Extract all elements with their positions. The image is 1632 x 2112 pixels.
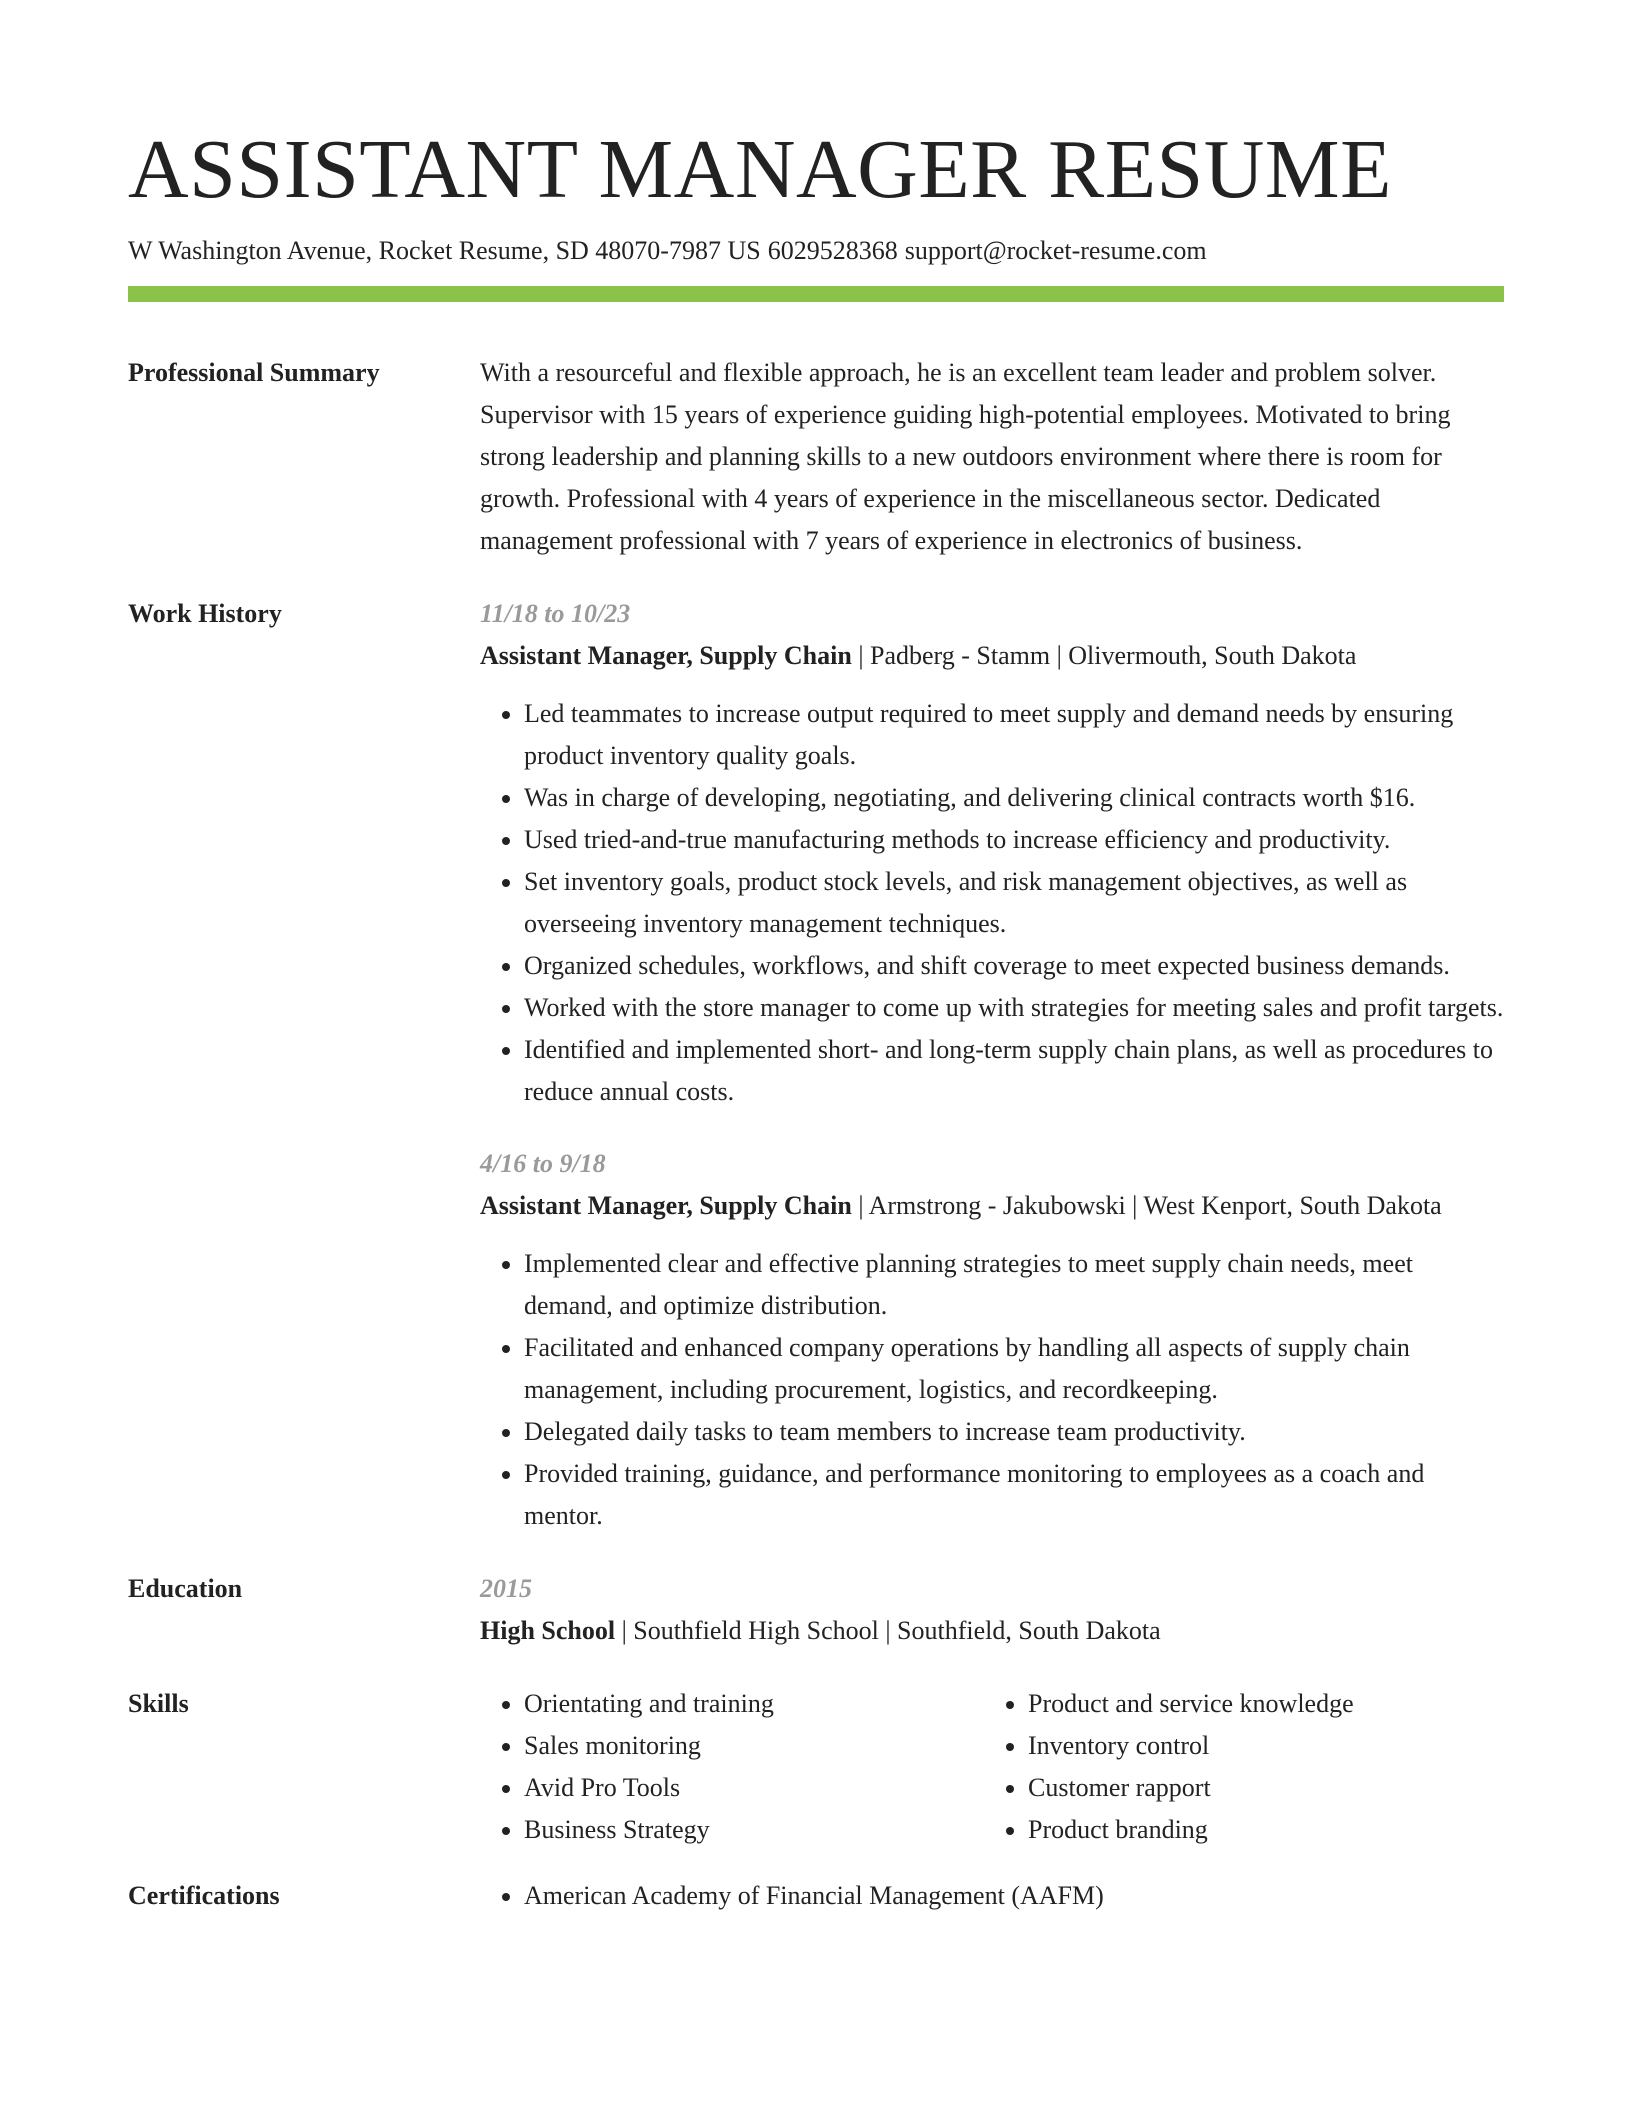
skill-item: • Business Strategy <box>524 1809 984 1851</box>
skills-label: Skills <box>128 1689 189 1718</box>
job-bullet: • Delegated daily tasks to team members to increase team productivity. <box>524 1411 1504 1453</box>
job-dates: 11/18 to 10/23 <box>480 599 631 628</box>
job-bullet: • Was in charge of developing, negotiating, and delivering clinical contracts worth $16. <box>524 777 1504 819</box>
skills-body <box>480 1683 1504 1851</box>
education-heading <box>480 1610 1504 1652</box>
skill-item: • Customer rapport <box>1028 1767 1488 1809</box>
job-bullet: • Worked with the store manager to come up with strategies for meeting sales and profit targets. <box>524 987 1504 1029</box>
education-year: 2015 <box>480 1574 532 1603</box>
education-details: | Southfield High School | Southfield, South Dakota <box>615 1616 1161 1645</box>
skills-list-right <box>984 1683 1488 1851</box>
job-bullet: • Facilitated and enhanced company operations by handling all aspects of supply chain management, including procurement, logistics, and recordkeeping. <box>524 1327 1504 1411</box>
job-bullet-list <box>480 693 1504 1113</box>
skills-grid <box>480 1683 1504 1851</box>
summary-label: Professional Summary <box>128 358 380 387</box>
work-history-label: Work History <box>128 599 282 628</box>
contact-phone: 6029528368 <box>767 236 898 265</box>
certifications-label: Certifications <box>128 1881 280 1910</box>
job-bullet-list <box>480 1243 1504 1537</box>
certifications-list <box>480 1875 1504 1917</box>
job-bullet: • Used tried-and-true manufacturing methods to increase efficiency and productivity. <box>524 819 1504 861</box>
job-bullet: • Organized schedules, workflows, and shift coverage to meet expected business demands. <box>524 945 1504 987</box>
education-degree: High School <box>480 1616 616 1645</box>
header-divider <box>128 286 1504 302</box>
certifications-body <box>480 1875 1504 1917</box>
certification-item: • American Academy of Financial Management (AAFM) <box>524 1875 1504 1917</box>
skills-section <box>128 1683 1504 1851</box>
education-label: Education <box>128 1574 243 1603</box>
summary-text: With a resourceful and flexible approach, he is an excellent team leader and problem solver. Supervisor with 15 years of experience guiding high-potential employees. Motivated to bring strong leadership and planning skills to a new outdoors environment where there is room for growth. Professional with 4 years of experience in the miscellaneous sector. Dedicated management professional with 7 years of experience in electronics of business. <box>480 358 1451 555</box>
skill-item: • Avid Pro Tools <box>524 1767 984 1809</box>
job-bullet: • Identified and implemented short- and long-term supply chain plans, as well as procedures to reduce annual costs. <box>524 1029 1504 1113</box>
job-heading <box>480 1185 1504 1227</box>
education-body <box>480 1568 1504 1652</box>
job-title: Assistant Manager, Supply Chain <box>480 641 852 670</box>
job-bullet: • Set inventory goals, product stock levels, and risk management objectives, as well as overseeing inventory management techniques. <box>524 861 1504 945</box>
contact-line <box>128 234 1504 268</box>
skill-item: • Orientating and training <box>524 1683 984 1725</box>
job-bullet: • Implemented clear and effective planning strategies to meet supply chain needs, meet demand, and optimize distribution. <box>524 1243 1504 1327</box>
job-bullet: • Led teammates to increase output required to meet supply and demand needs by ensuring product inventory quality goals. <box>524 693 1504 777</box>
skills-list-left <box>480 1683 984 1851</box>
resume-title: ASSISTANT MANAGER RESUME <box>128 123 1392 216</box>
education-section <box>128 1568 1504 1652</box>
job-heading <box>480 635 1504 677</box>
job-details: | Armstrong - Jakubowski | West Kenport, South Dakota <box>851 1191 1442 1220</box>
resume-page <box>128 120 1504 1917</box>
job-entry <box>480 1143 1504 1537</box>
work-history-section <box>128 593 1504 1537</box>
skill-item: • Sales monitoring <box>524 1725 984 1767</box>
contact-address: W Washington Avenue, Rocket Resume, SD 48070-7987 US <box>128 236 761 265</box>
work-history-body <box>480 593 1504 1537</box>
job-title: Assistant Manager, Supply Chain <box>480 1191 852 1220</box>
job-details: | Padberg - Stamm | Olivermouth, South Dakota <box>851 641 1357 670</box>
contact-email: support@rocket-resume.com <box>904 236 1207 265</box>
skill-item: • Product and service knowledge <box>1028 1683 1488 1725</box>
certifications-section <box>128 1875 1504 1917</box>
job-bullet: • Provided training, guidance, and performance monitoring to employees as a coach and mentor. <box>524 1453 1504 1537</box>
skill-item: • Inventory control <box>1028 1725 1488 1767</box>
job-entry <box>480 593 1504 1113</box>
job-dates: 4/16 to 9/18 <box>480 1149 606 1178</box>
summary-section <box>128 352 1504 562</box>
skill-item: • Product branding <box>1028 1809 1488 1851</box>
summary-body <box>480 352 1504 562</box>
